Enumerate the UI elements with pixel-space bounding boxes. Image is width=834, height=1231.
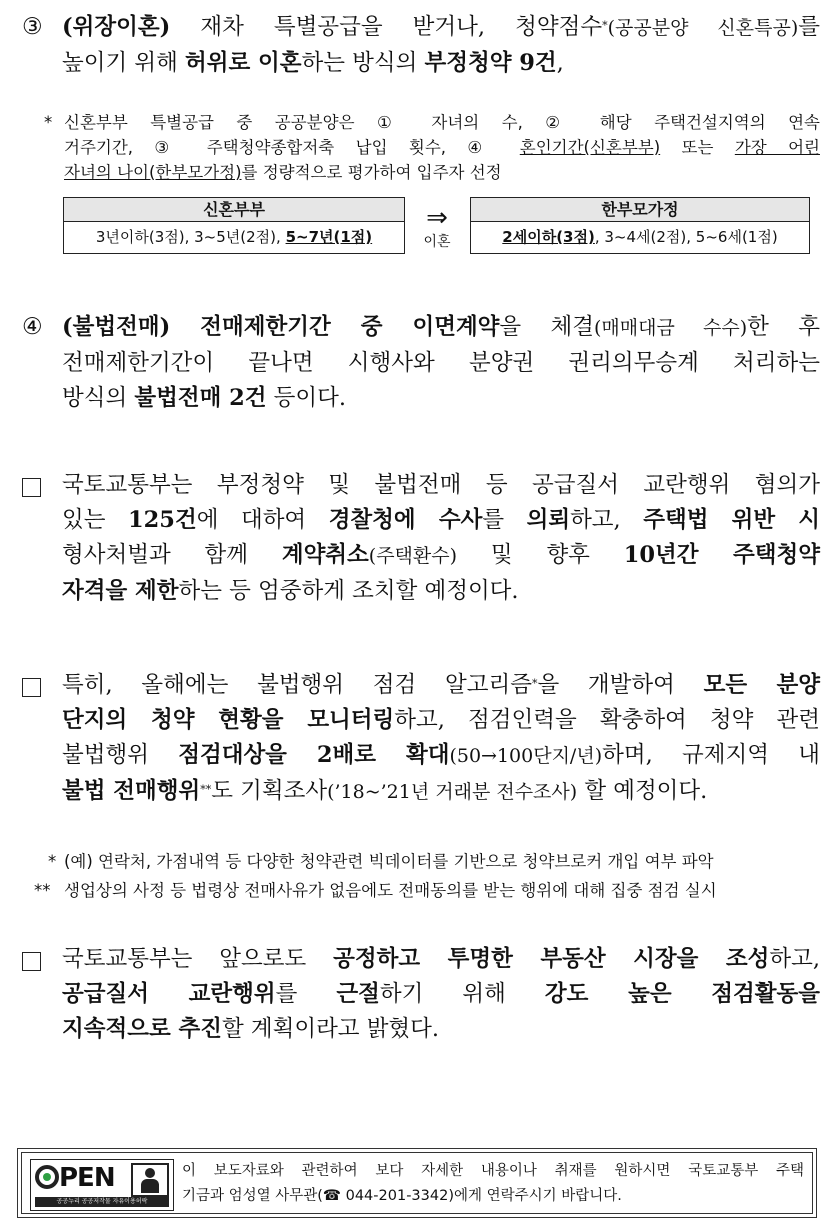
contact-text xyxy=(182,1159,804,1209)
item-4-marker: ④ xyxy=(22,314,43,340)
divorce-label: 이혼 xyxy=(423,234,451,250)
note-asterisk: * xyxy=(44,113,53,132)
para-1-line-4: 자격을 제한하는 등 엄중하게 조치할 예정이다. xyxy=(62,578,519,604)
note-2-line-1: (예) 연락처, 가점내역 등 다양한 청약관련 빅데이터를 기반으로 청약브로커 개입 여부 파악 xyxy=(64,852,714,871)
contact-line-2: 기금과 엄성열 사무관(☎ 044-201-3342)에게 연락주시기 바랍니다. xyxy=(182,1188,622,1204)
para-2-line-2: 단지의 청약 현황을 모니터링하고, 점검인력을 확충하여 청약 관련 xyxy=(62,707,820,733)
para-3-line-3: 지속적으로 추진할 계획이라고 밝혔다. xyxy=(62,1016,440,1042)
open-license-logo xyxy=(30,1159,174,1211)
para-2-line-1: 특히, 올해에는 불법행위 점검 알고리즘*을 개발하여 모든 분양 xyxy=(62,672,820,698)
single-parent-table-header: 한부모가정 xyxy=(471,198,809,222)
para-3-line-1: 국토교통부는 앞으로도 공정하고 투명한 부동산 시장을 조성하고, xyxy=(62,946,820,972)
newlywed-table-body: 3년이하(3점), 3~5년(2점), 5~7년(1점) xyxy=(95,228,373,246)
item-3-marker: ③ xyxy=(22,14,43,40)
license-caption: 공공누리 공공저작물 자유이용허락 xyxy=(35,1197,169,1207)
closing-paragraph xyxy=(22,942,820,1047)
algorithm-paragraph xyxy=(22,668,820,810)
para-3-line-2: 공급질서 교란행위를 근절하기 위해 강도 높은 점검활동을 xyxy=(62,981,820,1007)
algorithm-notes xyxy=(34,847,820,905)
para-2-line-3: 불법행위 점검대상을 2배로 확대(50→100단지/년)하며, 규제지역 내 xyxy=(62,742,820,768)
item-3-line-2: 높이기 위해 허위로 이혼하는 방식의 부정청약 9건, xyxy=(62,50,564,76)
investigation-paragraph xyxy=(22,468,820,609)
checkbox-square-icon xyxy=(22,952,41,971)
newlywed-table-header: 신혼부부 xyxy=(64,198,404,222)
single-parent-table-body: 2세이하(3점), 3~4세(2점), 5~6세(1점) xyxy=(502,228,778,246)
item-4-line-1: (불법전매) 전매제한기간 중 이면계약을 체결(매매대금 수수)한 후 xyxy=(62,314,820,340)
open-o-icon xyxy=(35,1165,59,1189)
note-2-double-asterisk: ** xyxy=(34,881,51,900)
note-2-asterisk: * xyxy=(48,852,57,871)
para-2-line-4: 불법 전매행위**도 기획조사(’18~’21년 거래분 전수조사) 할 예정이다. xyxy=(62,778,708,804)
note-line-2: 거주기간, ③ 주택청약종합저축 납입 횟수, ④ 혼인기간(신혼부부) 또는 가장 어린 xyxy=(64,138,820,157)
item-4-line-2: 전매제한기간이 끝나면 시행사와 분양권 권리의무승계 처리하는 xyxy=(62,350,820,376)
para-1-line-3: 형사처벌과 함께 계약취소(주택환수) 및 향후 10년간 주택청약 xyxy=(62,542,820,568)
open-logo-text: PEN xyxy=(35,1163,115,1193)
checkbox-square-icon xyxy=(22,678,41,697)
para-1-line-1: 국토교통부는 부정청약 및 불법전매 등 공급질서 교란행위 혐의가 xyxy=(62,472,820,498)
item-4-line-3: 방식의 불법전매 2건 등이다. xyxy=(62,385,347,411)
item-4-paragraph xyxy=(22,310,820,416)
right-double-arrow-icon: ⇒ xyxy=(426,203,448,233)
item-3-line-1: (위장이혼) 재차 특별공급을 받거나, 청약점수*(공공분양 신혼특공)를 xyxy=(62,14,820,40)
contact-line-1: 이 보도자료와 관련하여 보다 자세한 내용이나 취재를 원하시면 국토교통부 주택 xyxy=(182,1163,804,1179)
para-1-line-2: 있는 125건에 대하여 경찰청에 수사를 의뢰하고, 주택법 위반 시 xyxy=(62,507,821,533)
contact-footer xyxy=(17,1148,817,1218)
single-parent-score-table xyxy=(470,197,810,254)
newlywed-score-table xyxy=(63,197,405,254)
item-3-paragraph xyxy=(22,10,820,81)
divorce-arrow xyxy=(412,205,462,251)
note-line-1: 신혼부부 특별공급 중 공공분양은 ① 자녀의 수, ② 해당 주택건설지역의 연속 xyxy=(64,113,820,132)
person-icon xyxy=(131,1163,169,1197)
note-2-line-2: 생업상의 사정 등 법령상 전매사유가 없음에도 전매동의를 받는 행위에 대해 집중 점검 실시 xyxy=(64,881,717,900)
note-line-3: 자녀의 나이(한부모가정)를 정량적으로 평가하여 입주자 선정 xyxy=(64,163,502,182)
scoring-note xyxy=(44,110,820,185)
checkbox-square-icon xyxy=(22,478,41,497)
